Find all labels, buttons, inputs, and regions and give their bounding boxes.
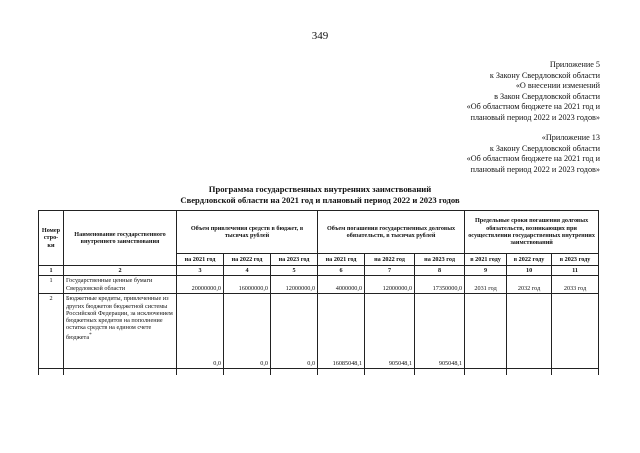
title-line-1: Программа государственных внутренних заимствований — [208, 184, 432, 194]
row-name: Бюджетные кредиты, привлеченные из других бюджетов бюджетной системы Российской Федерации, за исключением бюджетных кредитов на пополнение остатка средств на едином счете бюджета — [66, 295, 173, 341]
empty-cell — [177, 369, 224, 375]
deadline-cell: 2032 год — [507, 276, 552, 294]
column-number: 10 — [507, 266, 552, 276]
column-number-row — [39, 266, 599, 276]
value-cell: 16085048,1 — [318, 294, 365, 369]
row-number: 1 — [39, 276, 64, 294]
row-number: 2 — [39, 294, 64, 369]
subheader-year: на 2023 год — [271, 254, 318, 266]
borrowing-program-table — [38, 210, 599, 375]
appendix-5-line: к Закону Свердловской области — [489, 70, 600, 80]
table-row — [39, 276, 599, 294]
row-name: Государственные ценные бумаги Свердловской области — [64, 276, 177, 294]
empty-cell — [365, 369, 415, 375]
deadline-cell — [552, 294, 599, 369]
subheader-year: на 2022 год — [365, 254, 415, 266]
empty-cell — [507, 369, 552, 375]
header-repayment-volume: Объем погашения государственных долговых обязательств, в тысячах рублей — [318, 211, 465, 254]
value-cell: 12000000,0 — [365, 276, 415, 294]
row-name-cell — [64, 294, 177, 369]
table-continuation-row — [39, 369, 599, 375]
document-title — [0, 184, 640, 205]
empty-cell — [224, 369, 271, 375]
value-cell: 905048,1 — [365, 294, 415, 369]
deadline-cell: 2033 год — [552, 276, 599, 294]
appendix-13-line: «Приложение 13 — [541, 133, 600, 142]
header-row — [39, 211, 599, 254]
deadline-cell: 2031 год — [465, 276, 507, 294]
header-borrowing-name: Наименование государственного внутреннего заимствования — [64, 211, 177, 266]
subheader-year: в 2023 году — [552, 254, 599, 266]
empty-cell — [39, 369, 64, 375]
value-cell: 20000000,0 — [177, 276, 224, 294]
column-number: 9 — [465, 266, 507, 276]
value-cell: 17350000,0 — [415, 276, 465, 294]
appendix-5-heading — [467, 60, 600, 124]
appendix-5-line: «О внесении изменений — [515, 81, 600, 91]
value-cell: 16000000,0 — [224, 276, 271, 294]
header-attraction-volume: Объем привлечения средств в бюджет, в тысячах рублей — [177, 211, 318, 254]
column-number: 5 — [271, 266, 318, 276]
column-number: 11 — [552, 266, 599, 276]
column-number: 6 — [318, 266, 365, 276]
empty-cell — [271, 369, 318, 375]
empty-cell — [415, 369, 465, 375]
page-number: 349 — [311, 30, 329, 42]
column-number: 8 — [415, 266, 465, 276]
column-number: 1 — [39, 266, 64, 276]
subheader-year: на 2021 год — [318, 254, 365, 266]
table-row — [39, 294, 599, 369]
deadline-cell — [465, 294, 507, 369]
empty-cell — [552, 369, 599, 375]
column-number: 7 — [365, 266, 415, 276]
subheader-year: в 2022 году — [507, 254, 552, 266]
header-row-number: Номер стро-ки — [39, 211, 64, 266]
subheader-year: на 2022 год — [224, 254, 271, 266]
subheader-year: в 2021 году — [465, 254, 507, 266]
column-number: 2 — [64, 266, 177, 276]
value-cell: 0,0 — [177, 294, 224, 369]
appendix-5-line: Приложение 5 — [549, 60, 600, 69]
value-cell: 4000000,0 — [318, 276, 365, 294]
empty-cell — [465, 369, 507, 375]
footnote-mark: * — [89, 331, 92, 338]
appendix-5-line: плановый период 2022 и 2023 годов» — [470, 112, 600, 122]
empty-cell — [64, 369, 177, 375]
appendix-5-line: в Закон Свердловской области — [494, 91, 600, 101]
appendix-13-line: к Закону Свердловской области — [489, 143, 600, 153]
column-number: 3 — [177, 266, 224, 276]
subheader-year: на 2021 год — [177, 254, 224, 266]
title-line-2: Свердловской области на 2021 год и плановый период 2022 и 2023 годов — [180, 194, 460, 205]
value-cell: 0,0 — [271, 294, 318, 369]
appendix-13-line: плановый период 2022 и 2023 годов» — [470, 164, 600, 174]
subheader-year: на 2023 год — [415, 254, 465, 266]
value-cell: 12000000,0 — [271, 276, 318, 294]
value-cell: 905048,1 — [415, 294, 465, 369]
header-repayment-deadlines: Предельные сроки погашения долговых обязательств, возникающих при осуществлении государственных внутренних заимствований — [465, 211, 599, 254]
appendix-5-line: «Об областном бюджете на 2021 год и — [466, 102, 600, 112]
appendix-13-heading — [467, 133, 600, 175]
column-number: 4 — [224, 266, 271, 276]
value-cell: 0,0 — [224, 294, 271, 369]
appendix-13-line: «Об областном бюджете на 2021 год и — [466, 154, 600, 164]
empty-cell — [318, 369, 365, 375]
deadline-cell — [507, 294, 552, 369]
